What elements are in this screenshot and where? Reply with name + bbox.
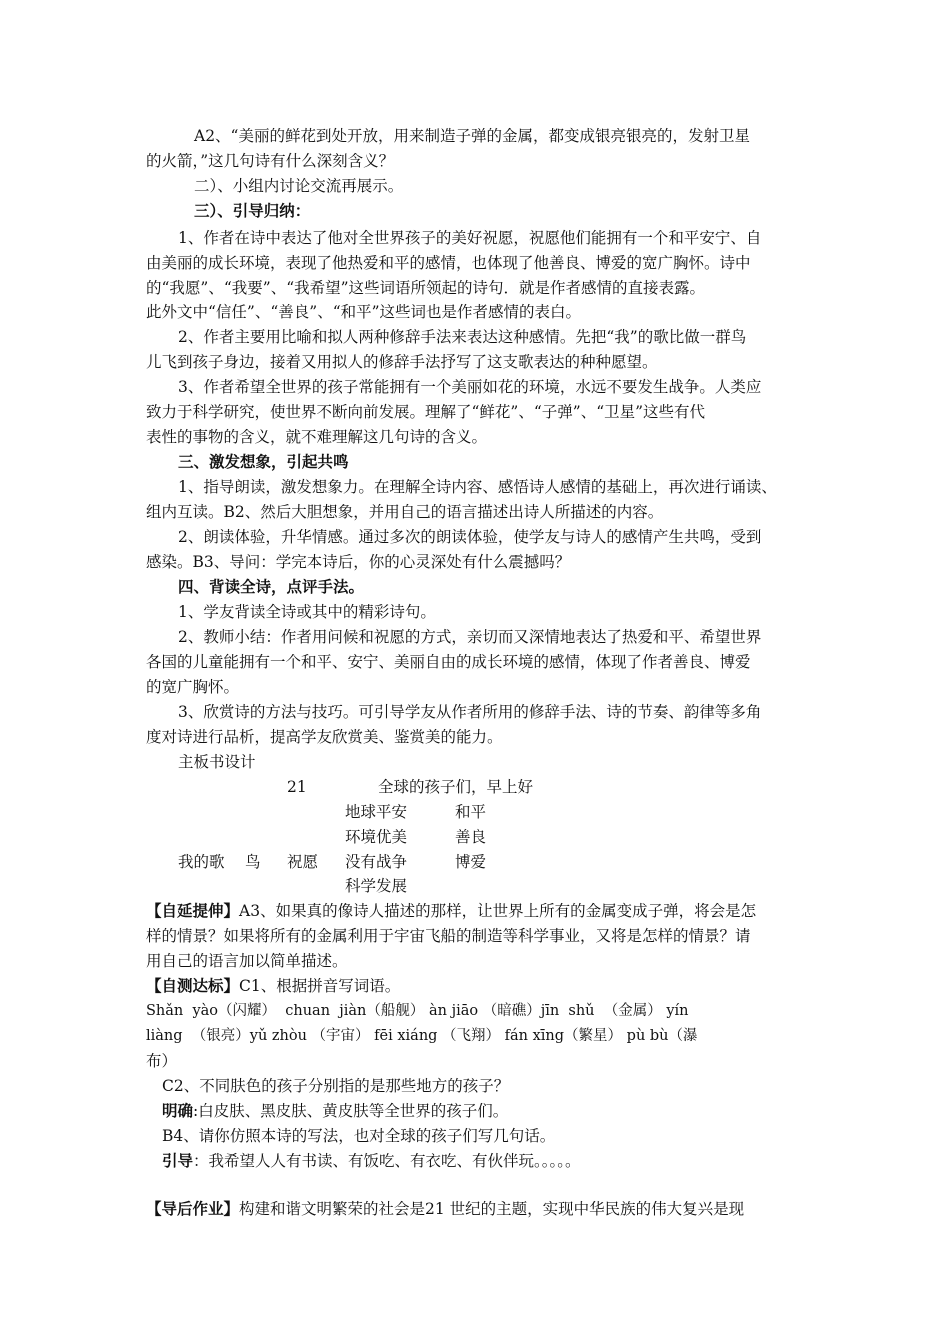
answer-guide xyxy=(162,1149,581,1174)
appreciation-line2: 度对诗进行品析，提高学友欣赏美、鉴赏美的能力。 xyxy=(146,728,503,746)
pinyin-line1: Shǎn yào（闪耀） chuan jiàn（船舰） àn jiāo （暗礁）jīn shǔ （金属） yín xyxy=(146,1003,689,1019)
step-recite: 1、学友背读全诗或其中的精彩诗句。 xyxy=(178,603,436,621)
board-left-wish: 祝愿 xyxy=(287,853,319,871)
homework-label: 【导后作业】 xyxy=(146,1199,240,1218)
pinyin-line2: liàng （银亮）yǔ zhòu （宇宙） fēi xiáng （飞翔） fán xīng（繁星） pù bù（瀑 xyxy=(146,1028,698,1044)
extension-line3: 用自己的语言加以简单描述。 xyxy=(146,952,348,970)
step-experience-line2: 感染。B3、导问：学完本诗后，你的心灵深处有什么震撼吗？ xyxy=(146,553,571,571)
section-three-heading: 三、激发想象，引起共鸣 xyxy=(178,452,349,471)
question-a2-line2: 的火箭，”这几句诗有什么深刻含义？ xyxy=(146,152,395,170)
teacher-summary-line2: 各国的儿童能拥有一个和平、安宁、美丽自由的成长环境的感情，体现了作者善良、博爱 xyxy=(146,653,751,671)
board-mid-item: 环境优美 xyxy=(345,828,408,846)
question-a2-line1: A2、“美丽的鲜花到处开放，用来制造子弹的金属，都变成银亮银亮的，发射卫星 xyxy=(194,127,750,145)
pinyin-line3: 布） xyxy=(146,1052,178,1070)
summary-1-line3: 的“我愿”、“我要”、“我希望”这些词语所领起的诗句．就是作者感情的直接表露。 xyxy=(146,279,706,297)
board-mid-item: 科学发展 xyxy=(345,877,408,895)
extension-line1 xyxy=(146,899,756,924)
question-c2: C2、不同肤色的孩子分别指的是那些地方的孩子？ xyxy=(162,1077,510,1095)
board-mid-item: 地球平安 xyxy=(345,803,408,821)
section-guide-summary: 三）、引导归纳： xyxy=(194,201,311,220)
extension-label: 【自延提伸】 xyxy=(146,901,240,920)
extension-line2: 样的情景？如果将所有的金属利用于宇宙飞船的制造等科学事业，又将是怎样的情景？请 xyxy=(146,927,751,945)
board-design-heading: 主板书设计 xyxy=(178,753,256,771)
summary-3-line3: 表性的事物的含义，就不难理解这几句诗的含义。 xyxy=(146,428,488,446)
answer-clear xyxy=(162,1099,508,1124)
board-left-song: 我的歌 xyxy=(178,853,225,871)
summary-1-line2: 由美丽的成长环境，表现了他热爱和平的感情，也体现了他善良、博爱的宽广胸怀。诗中 xyxy=(146,254,751,272)
board-right-item: 善良 xyxy=(455,828,487,846)
extension-text: A3、如果真的像诗人描述的那样，让世界上所有的金属变成子弹，将会是怎 xyxy=(239,902,757,920)
step-experience-line1: 2、朗读体验，升华情感。通过多次的朗读体验，使学友与诗人的感情产生共鸣，受到 xyxy=(178,528,762,546)
teacher-summary-line1: 2、教师小结：作者用问候和祝愿的方式，亲切而又深情地表达了热爱和平、希望世界 xyxy=(178,628,762,646)
question-b4: B4、请你仿照本诗的写法，也对全球的孩子们写几句话。 xyxy=(162,1127,556,1145)
appreciation-line1: 3、欣赏诗的方法与技巧。可引导学友从作者所用的修辞手法、诗的节奏、韵律等多角 xyxy=(178,703,762,721)
board-mid-item: 没有战争 xyxy=(345,853,408,871)
self-test-line xyxy=(146,974,400,999)
summary-2-line2: 儿飞到孩子身边，接着又用拟人的修辞手法抒写了这支歌表达的种种愿望。 xyxy=(146,353,658,371)
section-discussion: 二）、小组内讨论交流再展示。 xyxy=(194,177,404,195)
teacher-summary-line3: 的宽广胸怀。 xyxy=(146,678,240,696)
self-test-text: C1、根据拼音写词语。 xyxy=(239,977,401,995)
step-read-line2: 组内互读。B2、然后大胆想象，并用自己的语言描述出诗人所描述的内容。 xyxy=(146,503,664,521)
summary-2-line1: 2、作者主要用比喻和拟人两种修辞手法来表达这种感情。先把“我”的歌比做一群鸟 xyxy=(178,328,747,346)
self-test-label: 【自测达标】 xyxy=(146,976,240,995)
answer-guide-label: 引导 xyxy=(162,1151,194,1170)
summary-1-line4: 此外文中“信任”、“善良”、“和平”这些词也是作者感情的表白。 xyxy=(146,303,582,321)
answer-guide-text: ：我希望人人有书读、有饭吃、有衣吃、有伙伴玩。。。。。 xyxy=(193,1152,581,1170)
board-left-bird: 鸟 xyxy=(245,853,261,871)
board-right-item: 和平 xyxy=(455,803,487,821)
answer-clear-label: 明确 xyxy=(162,1101,194,1120)
board-title: 全球的孩子们，早上好 xyxy=(378,778,534,796)
answer-clear-text: :白皮肤、黑皮肤、黄皮肤等全世界的孩子们。 xyxy=(193,1102,509,1120)
summary-3-line2: 致力于科学研究，使世界不断向前发展。理解了“鲜花”、“子弹”、“卫星”这些有代 xyxy=(146,403,706,421)
board-number: 21 xyxy=(287,778,307,796)
summary-3-line1: 3、作者希望全世界的孩子常能拥有一个美丽如花的环境，水远不要发生战争。人类应 xyxy=(178,378,762,396)
homework-text: 构建和谐文明繁荣的社会是21 世纪的主题，实现中华民族的伟大复兴是现 xyxy=(239,1200,745,1218)
step-read-line1: 1、指导朗读，激发想象力。在理解全诗内容、感悟诗人感情的基础上，再次进行诵读、 xyxy=(178,478,777,496)
board-right-item: 博爱 xyxy=(455,853,487,871)
homework-line xyxy=(146,1197,744,1222)
section-four-heading: 四、背读全诗，点评手法。 xyxy=(178,577,365,596)
summary-1-line1: 1、作者在诗中表达了他对全世界孩子的美好祝愿，祝愿他们能拥有一个和平安宁、自 xyxy=(178,229,762,247)
